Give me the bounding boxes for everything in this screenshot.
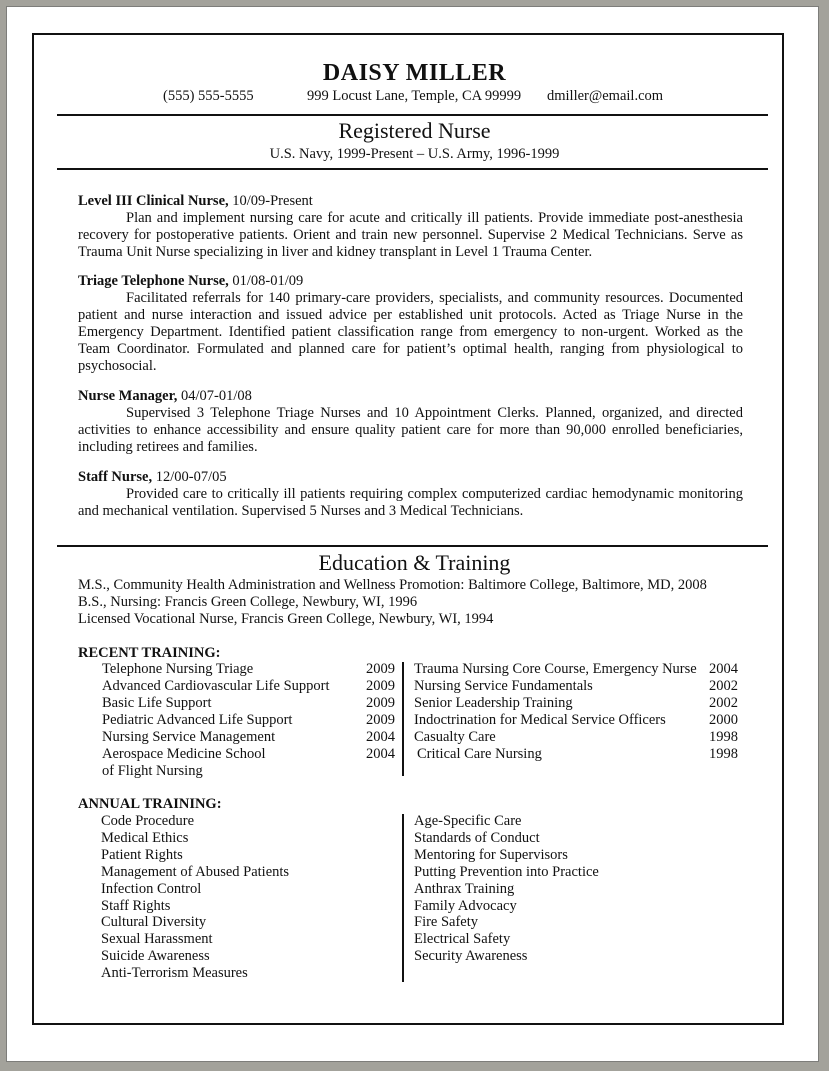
training-item: of Flight Nursing [102,763,203,779]
training-year: 2009 [366,712,395,728]
recent-training-heading: RECENT TRAINING: [78,645,221,661]
column-divider [402,662,404,776]
divider-rule [57,168,768,170]
annual-training-item: Staff Rights [101,898,171,914]
annual-training-item: Fire Safety [414,914,479,930]
job-title: Level III Clinical Nurse, [78,193,229,209]
job-entry [78,469,743,520]
job-title: Nurse Manager, [78,388,178,404]
annual-training-item: Anthrax Training [414,881,515,897]
annual-training-item: Suicide Awareness [101,948,210,964]
training-year: 2004 [709,661,738,677]
job-entry [78,273,743,375]
job-description: Facilitated referrals for 140 primary-care providers, specialists, and community resources. Documented patient and nurse interaction and issued advice per established unit protocols. Acted as Triage Nurse in the Emergency Department. Identified patient classification range from emergency to non-urgent. Worked as the Team Coordinator. Formulated and planned care for patient’s optimal health, ranging from physiological to psychosocial. [78,290,743,374]
annual-training-item: Infection Control [101,881,202,897]
training-item: Indoctrination for Medical Service Officers [414,712,666,728]
training-year: 1998 [709,729,738,745]
divider-rule [57,545,768,547]
job-dates: 12/00-07/05 [152,469,227,485]
training-item: Telephone Nursing Triage [102,661,254,677]
job-entry [78,388,743,456]
job-description: Provided care to critically ill patients requiring complex computerized cardiac hemodynamic monitoring and mechanical ventilation. Supervised 5 Nurses and 3 Medical Technicians. [78,486,743,519]
training-year: 2002 [709,695,738,711]
contact-address: 999 Locust Lane, Temple, CA 99999 [307,88,522,104]
annual-training-item: Mentoring for Supervisors [414,847,568,863]
annual-training-heading: ANNUAL TRAINING: [78,796,222,812]
training-item: Basic Life Support [102,695,212,711]
job-dates: 04/07-01/08 [177,388,252,404]
training-item: Casualty Care [414,729,496,745]
training-item: Nursing Service Management [102,729,276,745]
job-entry [78,193,743,261]
annual-training-item: Age-Specific Care [414,813,522,829]
annual-training-item: Family Advocacy [414,898,517,914]
training-item: Critical Care Nursing [417,746,542,762]
training-year: 2004 [366,729,395,745]
job-dates: 10/09-Present [228,193,313,209]
training-item: Aerospace Medicine School [102,746,266,762]
column-divider [402,814,404,982]
training-item: Pediatric Advanced Life Support [102,712,293,728]
training-item: Senior Leadership Training [414,695,573,711]
job-title: Staff Nurse, [78,469,153,485]
education-degree: M.S., Community Health Administration and Wellness Promotion: Baltimore College, Baltimore, MD, 2008 [78,577,707,593]
training-year: 2009 [366,661,395,677]
training-year: 2000 [709,712,738,728]
annual-training-item: Sexual Harassment [101,931,213,947]
annual-training-item: Electrical Safety [414,931,511,947]
annual-training-item: Security Awareness [414,948,528,964]
annual-training-item: Code Procedure [101,813,195,829]
education-degree: B.S., Nursing: Francis Green College, Newbury, WI, 1996 [78,594,418,610]
resume-name: DAISY MILLER [322,60,507,86]
annual-training-item: Standards of Conduct [414,830,540,846]
training-year: 1998 [709,746,738,762]
annual-training-item: Putting Prevention into Practice [414,864,599,880]
job-description: Supervised 3 Telephone Triage Nurses and 10 Appointment Clerks. Planned, organized, and directed activities to enhance accessibility and ensure quality patient care for more than 90,000 enrolled beneficiaries, including retirees and families. [78,405,743,455]
job-description: Plan and implement nursing care for acute and critically ill patients. Provide immediate post-anesthesia recovery for postoperative patients. Orient and train new personnel. Supervise 2 Medical Technicians. Serve as Trauma Unit Nurse specializing in liver and kidney transplant in Level 1 Trauma Center. [78,210,743,260]
annual-training-item: Patient Rights [101,847,183,863]
training-year: 2009 [366,695,395,711]
annual-training-item: Anti-Terrorism Measures [101,965,248,981]
divider-rule [57,114,768,116]
job-title: Triage Telephone Nurse, [78,273,229,289]
training-item: Trauma Nursing Core Course, Emergency Nurse [414,661,697,677]
contact-email: dmiller@email.com [547,88,664,104]
resume-title: Registered Nurse [338,118,491,143]
education-degree: Licensed Vocational Nurse, Francis Green College, Newbury, WI, 1994 [78,611,494,627]
contact-phone: (555) 555-5555 [163,88,254,104]
training-year: 2002 [709,678,738,694]
job-dates: 01/08-01/09 [228,273,304,289]
service-history: U.S. Navy, 1999-Present – U.S. Army, 1996-1999 [269,146,560,162]
training-item: Advanced Cardiovascular Life Support [102,678,330,694]
training-year: 2004 [366,746,395,762]
annual-training-item: Cultural Diversity [101,914,207,930]
annual-training-item: Management of Abused Patients [101,864,290,880]
annual-training-item: Medical Ethics [101,830,189,846]
training-item: Nursing Service Fundamentals [414,678,593,694]
education-title: Education & Training [318,550,511,575]
training-year: 2009 [366,678,395,694]
